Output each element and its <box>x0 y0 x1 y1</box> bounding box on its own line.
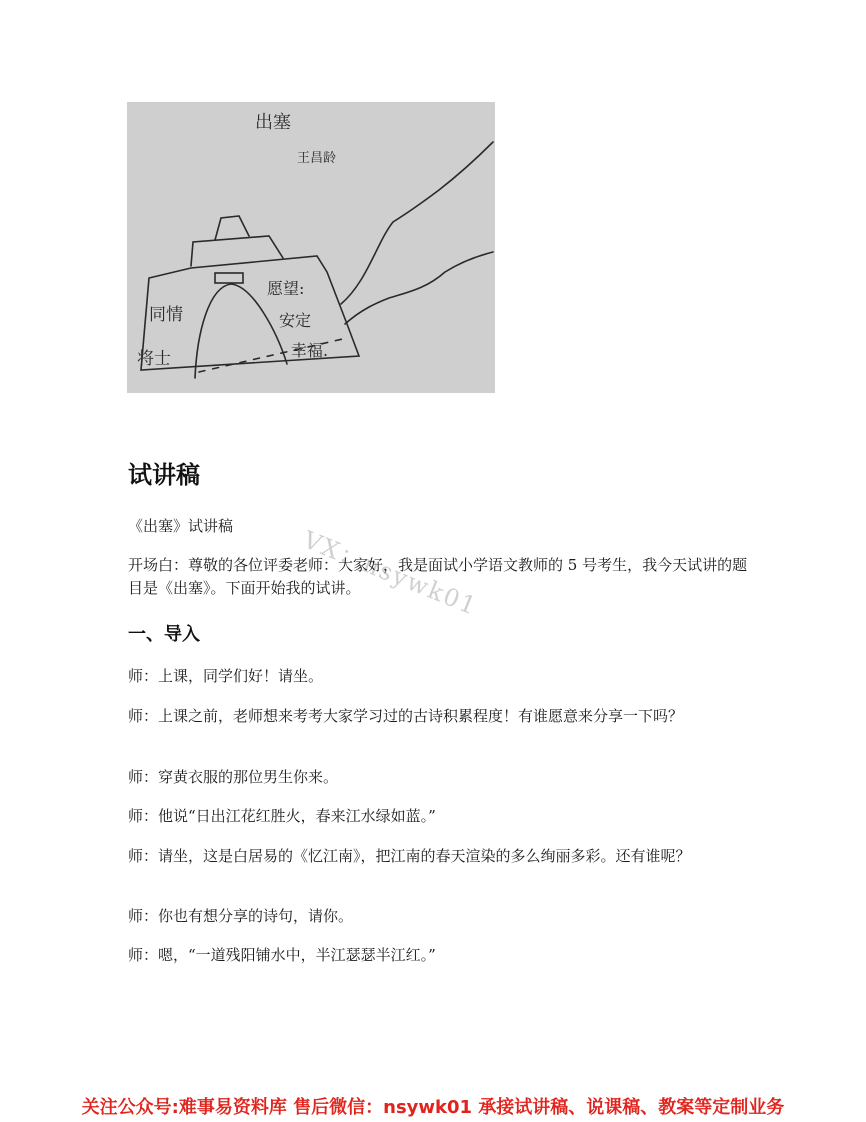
dialogue-line: 师：请坐，这是白居易的《忆江南》，把江南的春天渲染的多么绚丽多彩。还有谁呢？ <box>128 847 691 865</box>
sketch-label-soldiers: 将士 <box>137 349 171 369</box>
sketch-label-stability: 安定 <box>279 311 312 330</box>
sketch-title: 出塞 <box>255 112 291 133</box>
tower-top <box>215 216 249 240</box>
watermark: VX：nsywk01 <box>299 525 482 621</box>
dialogue-line: 师：上课，同学们好！请坐。 <box>128 667 324 685</box>
tower-middle <box>191 236 283 266</box>
dialogue-line: 师：穿黄衣服的那位男生你来。 <box>128 768 339 786</box>
dialogue-line: 师：你也有想分享的诗句，请你。 <box>128 907 354 925</box>
document-subtitle: 《出塞》试讲稿 <box>128 517 234 535</box>
dialogue-line: 师：上课之前，老师想来考考大家学习过的古诗积累程度！有谁愿意来分享一下吗？ <box>128 707 684 725</box>
dialogue-line: 师：嗯，“一道残阳铺水中，半江瑟瑟半江红。” <box>128 946 436 964</box>
blackboard-sketch-image <box>127 102 495 393</box>
section-heading-intro: 一、导入 <box>128 624 200 645</box>
sketch-label-sympathy: 同情 <box>149 305 183 325</box>
sketch-author: 王昌龄 <box>297 151 337 166</box>
opening-paragraph: 开场白：尊敬的各位评委老师：大家好，我是面试小学语文教师的 5 号考生，我今天试讲的题目是《出塞》。下面开始我的试讲。 <box>128 556 748 597</box>
mountain-ridge-2 <box>345 252 493 324</box>
page-heading: 试讲稿 <box>128 461 200 489</box>
sketch-label-wish: 愿望: <box>267 279 305 298</box>
dialogue-line: 师：他说“日出江花红胜火，春来江水绿如蓝。” <box>128 807 436 825</box>
gate-plaque <box>215 273 243 283</box>
sketch-label-happiness: 幸福. <box>291 341 329 360</box>
sketch-drawing <box>127 102 495 393</box>
footer-promo-banner: 关注公众号:难事易资料库 售后微信：nsywk01 承接试讲稿、说课稿、教案等定制业务 <box>81 1097 785 1118</box>
mountain-ridge-1 <box>341 142 493 304</box>
